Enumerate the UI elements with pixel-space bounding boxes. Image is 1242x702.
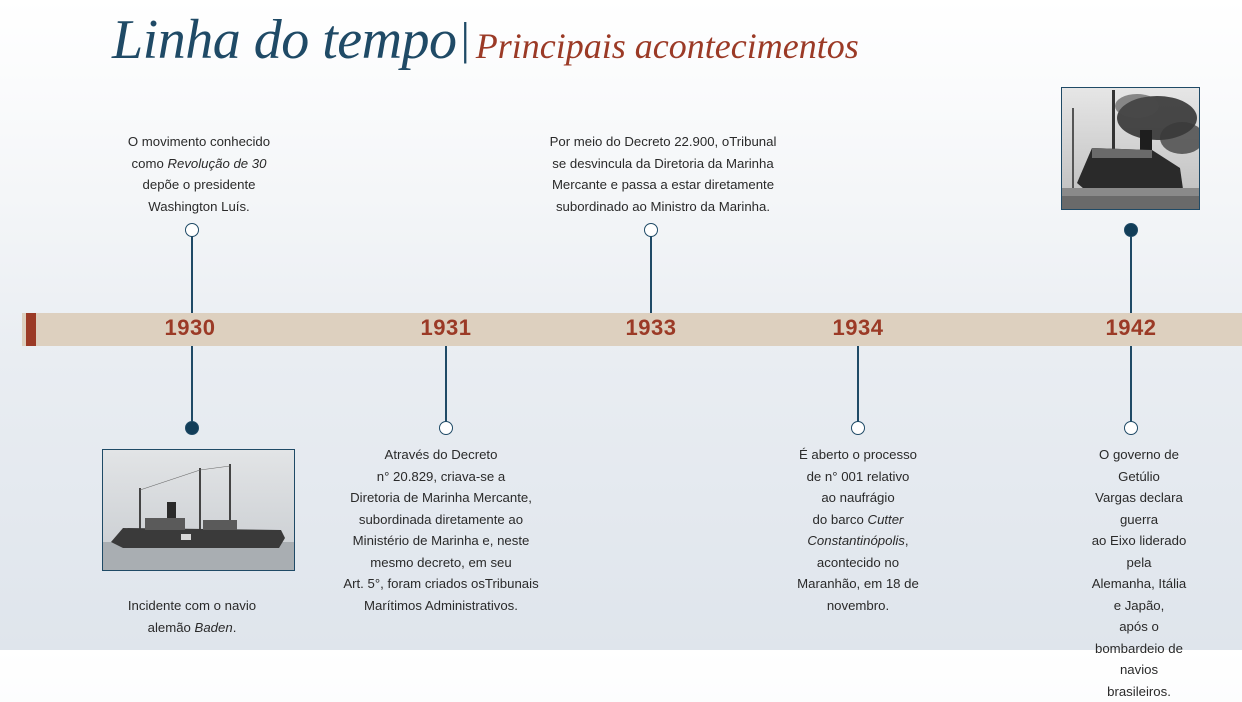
timeline-dot-open	[185, 223, 199, 237]
text-line: O governo de Getúlio	[1099, 447, 1179, 484]
text-italic: Baden	[194, 619, 233, 635]
ship-image	[1062, 88, 1199, 209]
text-italic: Cutter	[867, 511, 904, 527]
title-subtitle: Principais acontecimentos	[475, 26, 859, 66]
timeline-dot-open	[1124, 421, 1138, 435]
text-line: do barco	[812, 511, 868, 527]
text-line: se desvincula da Diretoria da Marinha	[552, 155, 774, 171]
timeline-dot-open	[644, 223, 658, 237]
text-line: É aberto o processo	[798, 447, 918, 462]
text-line: depõe o presidente	[142, 177, 256, 192]
event-1930-revolution-text	[128, 131, 270, 217]
event-1931-text	[343, 444, 538, 616]
page-title	[112, 8, 859, 72]
text-line: alemão	[147, 619, 195, 635]
ship-image	[103, 450, 294, 570]
ship-baden-photo	[102, 449, 295, 571]
text-line: de n° 001 relativo	[806, 468, 910, 484]
text-line: subordinada diretamente ao	[358, 511, 524, 527]
event-1933-text	[550, 131, 777, 217]
text-line: Por meio do Decreto 22.900, oTribunal	[549, 134, 777, 149]
year-1933: 1933	[625, 315, 677, 340]
connector-line	[445, 346, 447, 428]
timeline-dot-open	[439, 421, 453, 435]
year-1931: 1931	[420, 315, 472, 340]
text-line: novembro.	[826, 597, 890, 613]
text-line: Maranhão, em 18 de	[797, 576, 919, 591]
timeline-bar-marker	[26, 313, 36, 346]
text-line: como	[131, 155, 168, 171]
text-line: navios brasileiros.	[1107, 662, 1171, 699]
year-1930: 1930	[164, 315, 216, 340]
timeline-dot-filled	[1124, 223, 1138, 237]
connector-line	[1130, 346, 1132, 428]
text-line: Incidente com o navio	[127, 598, 257, 613]
text-italic: Constantinópolis	[807, 533, 905, 548]
year-1934: 1934	[832, 315, 884, 340]
text-italic: Revolução de 30	[167, 155, 267, 171]
text-line: Washington Luís.	[148, 198, 250, 214]
event-1934-text	[797, 444, 919, 616]
timeline-dot-open	[851, 421, 865, 435]
text-line: ,	[904, 533, 909, 548]
text-line: mesmo decreto, em seu	[370, 554, 512, 570]
text-line: ao Eixo liderado pela	[1091, 533, 1187, 570]
text-line: subordinado ao Ministro da Marinha.	[555, 198, 771, 214]
event-1930-baden-text	[128, 595, 256, 638]
year-1942: 1942	[1105, 315, 1157, 340]
connector-line	[1130, 236, 1132, 313]
connector-line	[650, 236, 652, 313]
text-line: O movimento conhecido	[127, 134, 271, 149]
event-1942-text	[1088, 444, 1191, 702]
connector-line	[191, 346, 193, 428]
text-line: Diretoria de Marinha Mercante,	[350, 490, 532, 505]
steamship-photo-1942	[1061, 87, 1200, 210]
connector-line	[857, 346, 859, 428]
title-separator: |	[460, 13, 470, 64]
text-line: Através do Decreto	[384, 447, 498, 462]
text-line: Mercante e passa a estar diretamente	[551, 177, 775, 192]
text-line: Marítimos Administrativos.	[364, 597, 518, 613]
connector-line	[191, 236, 193, 313]
title-main: Linha do tempo	[112, 9, 457, 71]
text-line: .	[232, 619, 237, 635]
text-line: Art. 5°, foram criados osTribunais	[343, 576, 539, 591]
timeline-dot-filled	[185, 421, 199, 435]
text-line: Alemanha, Itália e Japão,	[1091, 576, 1187, 613]
text-line: ao naufrágio	[821, 490, 895, 505]
text-line: Ministério de Marinha e, neste	[352, 533, 530, 548]
text-line: após o bombardeio de	[1095, 619, 1183, 656]
text-line: n° 20.829, criava-se a	[376, 468, 506, 484]
text-line: Vargas declara guerra	[1095, 490, 1183, 527]
text-line: acontecido no	[816, 554, 900, 570]
